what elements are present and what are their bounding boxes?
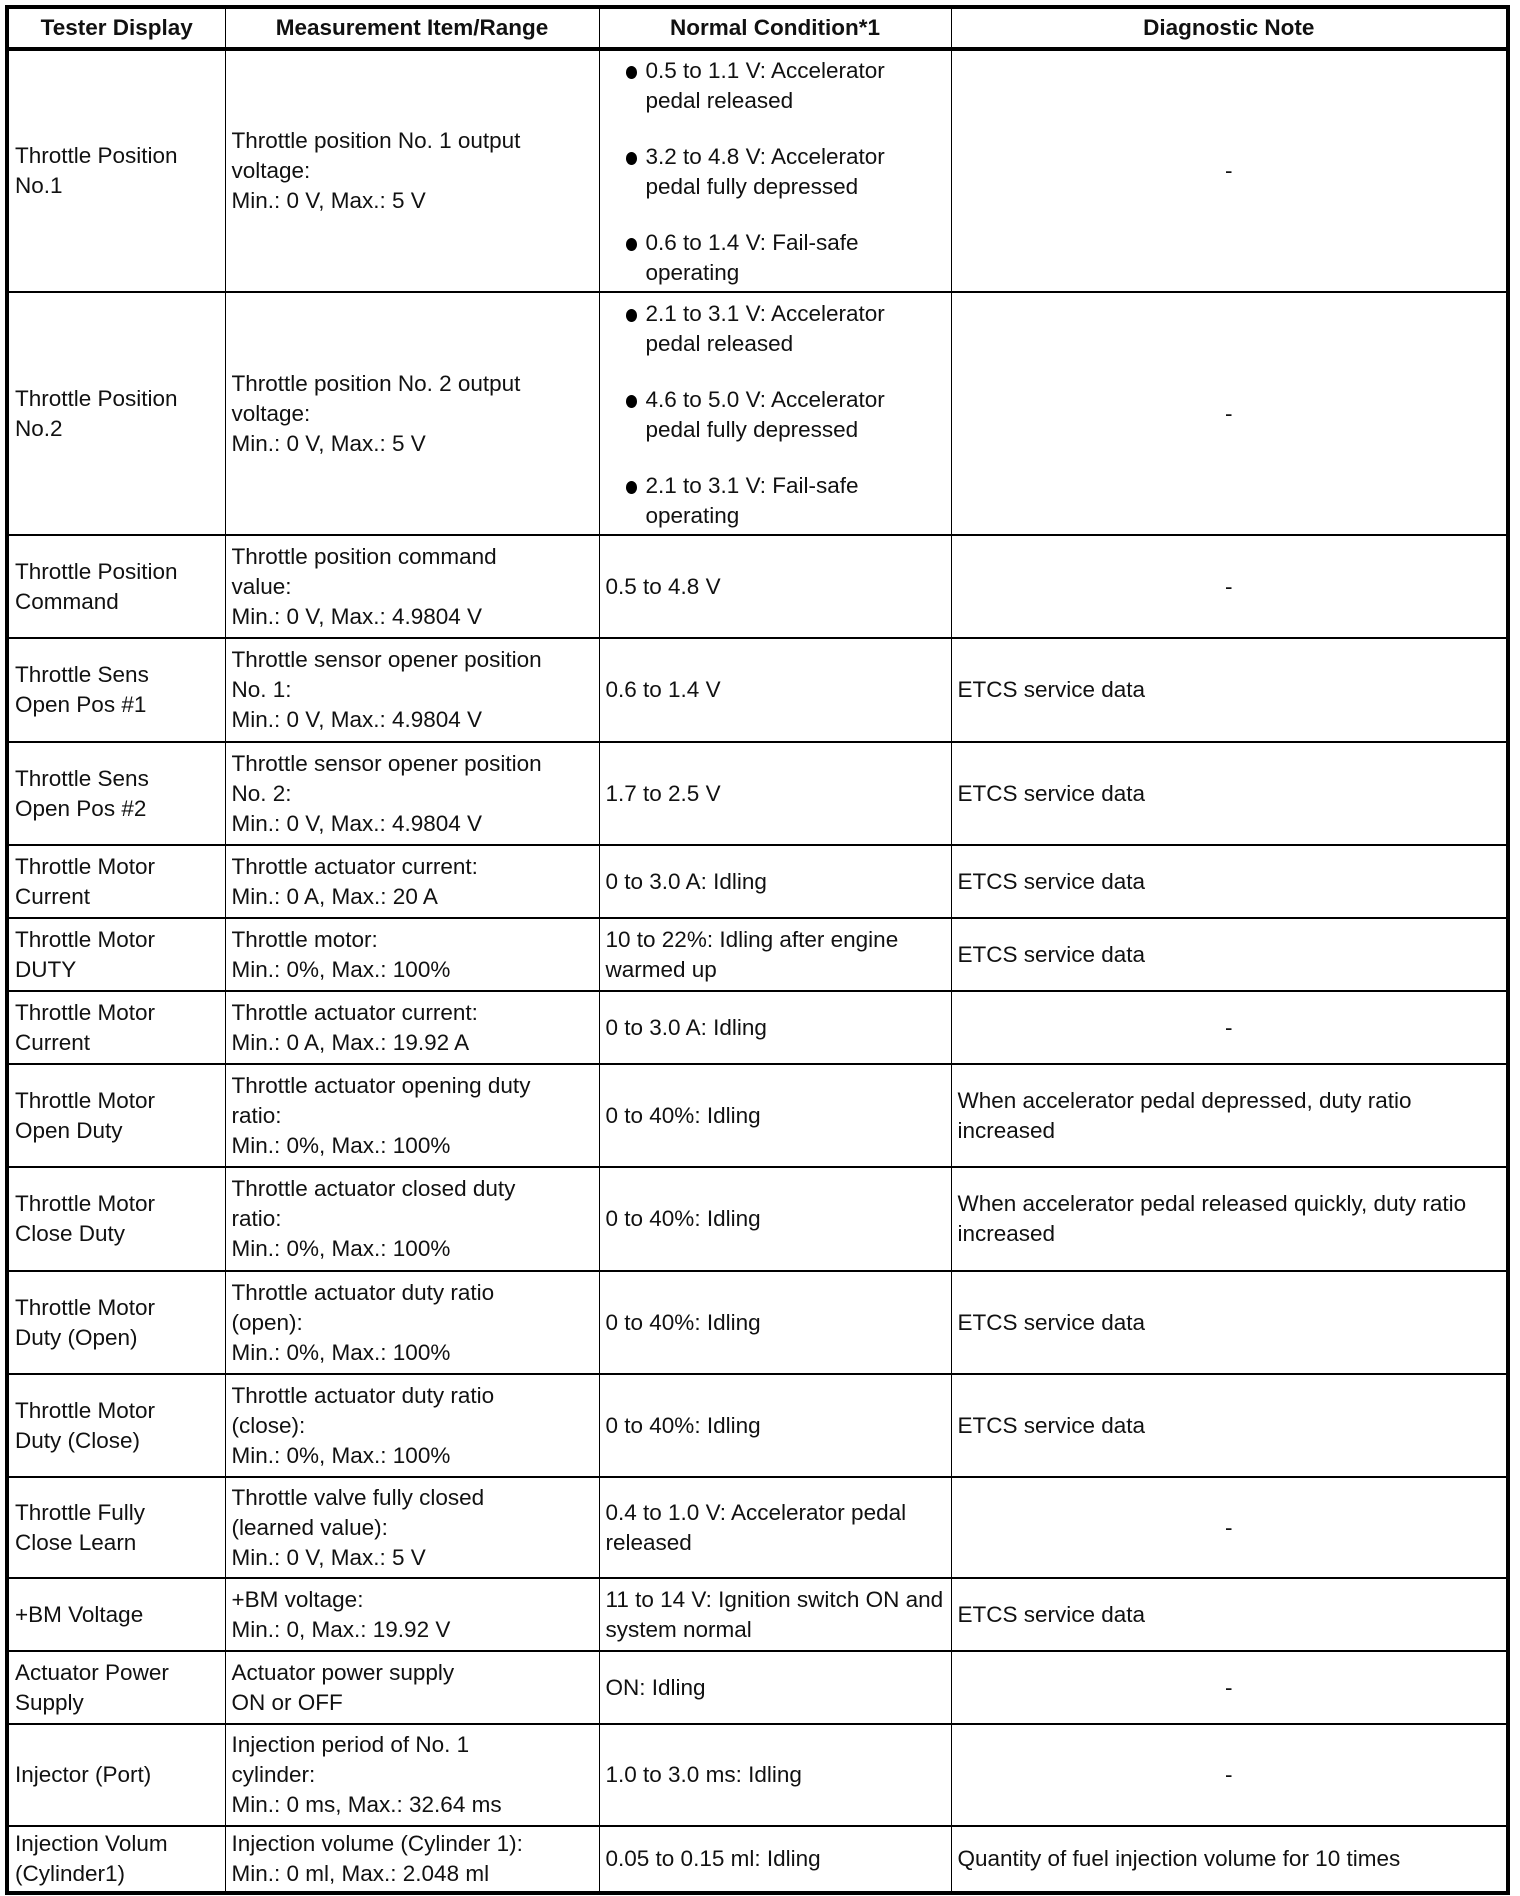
normal-condition-cell: [599, 292, 951, 535]
header-normal-condition: Normal Condition*1: [599, 7, 951, 49]
text-line: Min.: 0 ml, Max.: 2.048 ml: [231, 1861, 490, 1886]
text-line: Min.: 0%, Max.: 100%: [231, 1339, 451, 1365]
measurement-cell: [225, 49, 599, 292]
header-measurement-item: Measurement Item/Range: [225, 7, 599, 49]
table-row: [7, 1167, 1508, 1271]
measurement-cell: [225, 845, 599, 918]
condition-list: [606, 299, 945, 531]
tester-display-cell: [7, 918, 225, 991]
text-line: (learned value):: [231, 1514, 388, 1540]
text-line: Min.: 0, Max.: 19.92 V: [231, 1616, 451, 1642]
text-line: Min.: 0%, Max.: 100%: [231, 1236, 451, 1261]
tester-display-cell: [7, 1651, 225, 1724]
measurement-cell: [225, 991, 599, 1064]
table-row: [7, 292, 1508, 535]
text-line: Throttle Fully: [15, 1499, 146, 1525]
normal-condition-cell: 0.6 to 1.4 V: [599, 638, 951, 742]
normal-condition-cell: 10 to 22%: Idling after engine warmed up: [599, 918, 951, 991]
text-line: Throttle Sens: [15, 662, 149, 687]
text-line: Close Duty: [15, 1221, 126, 1246]
measurement-cell: [225, 638, 599, 742]
text-line: Throttle Motor: [15, 926, 156, 952]
header-tester-display: Tester Display: [7, 7, 225, 49]
text-line: Open Pos #1: [15, 692, 147, 717]
diagnostic-note-cell: ETCS service data: [951, 638, 1508, 742]
text-line: DUTY: [15, 956, 77, 982]
table-row: [7, 1064, 1508, 1167]
table-row: [7, 918, 1508, 991]
table-row: [7, 1826, 1508, 1893]
text-line: voltage:: [231, 158, 311, 183]
text-line: ratio:: [231, 1206, 282, 1231]
normal-condition-cell: 1.7 to 2.5 V: [599, 742, 951, 845]
text-line: cylinder:: [231, 1762, 316, 1787]
diagnostic-note-cell: ETCS service data: [951, 1578, 1508, 1651]
text-line: Supply: [15, 1689, 84, 1715]
text-line: Min.: 0 V, Max.: 4.9804 V: [231, 707, 483, 732]
tester-display-cell: [7, 845, 225, 918]
text-line: Min.: 0%, Max.: 100%: [231, 1442, 451, 1468]
normal-condition-cell: 11 to 14 V: Ignition switch ON and system normal: [599, 1578, 951, 1651]
measurement-cell: [225, 918, 599, 991]
measurement-cell: [225, 1167, 599, 1271]
measurement-cell: [225, 1651, 599, 1724]
table-row: [7, 1578, 1508, 1651]
tester-display-cell: [7, 638, 225, 742]
table-row: [7, 1724, 1508, 1826]
table-row: [7, 991, 1508, 1064]
normal-condition-cell: 1.0 to 3.0 ms: Idling: [599, 1724, 951, 1826]
text-line: Min.: 0 ms, Max.: 32.64 ms: [231, 1792, 502, 1817]
text-line: ON or OFF: [231, 1689, 343, 1715]
tester-display-cell: [7, 1578, 225, 1651]
tester-display-cell: [7, 991, 225, 1064]
text-line: Throttle Motor: [15, 1294, 156, 1320]
condition-item: 4.6 to 5.0 V: Accelerator pedal fully depressed: [606, 385, 945, 445]
text-line: Throttle Motor: [15, 1087, 156, 1113]
normal-condition-cell: [599, 49, 951, 292]
measurement-cell: [225, 1477, 599, 1578]
diagnostic-note-cell: ETCS service data: [951, 918, 1508, 991]
text-line: Throttle actuator duty ratio: [231, 1382, 495, 1408]
table-row: [7, 1374, 1508, 1477]
diagnostic-note-cell: -: [951, 1477, 1508, 1578]
diagnostic-note-cell: ETCS service data: [951, 1374, 1508, 1477]
measurement-cell: [225, 1724, 599, 1826]
text-line: Injector (Port): [15, 1762, 152, 1787]
text-line: Throttle actuator duty ratio: [231, 1279, 495, 1305]
diagnostic-note-cell: -: [951, 1724, 1508, 1826]
text-line: Throttle Position: [15, 143, 178, 168]
measurement-cell: [225, 1374, 599, 1477]
diagnostic-note-cell: -: [951, 1651, 1508, 1724]
text-line: (close):: [231, 1412, 306, 1438]
text-line: Min.: 0 V, Max.: 5 V: [231, 1544, 426, 1570]
text-line: Actuator Power: [15, 1659, 169, 1685]
diagnostic-note-cell: ETCS service data: [951, 1271, 1508, 1374]
measurement-cell: [225, 535, 599, 638]
tester-display-cell: [7, 1724, 225, 1826]
table-row: [7, 1271, 1508, 1374]
normal-condition-cell: ON: Idling: [599, 1651, 951, 1724]
diagnostic-note-cell: ETCS service data: [951, 742, 1508, 845]
text-line: Min.: 0 V, Max.: 5 V: [231, 430, 426, 456]
text-line: Throttle valve fully closed: [231, 1484, 485, 1510]
condition-item: 2.1 to 3.1 V: Fail-safe operating: [606, 471, 945, 531]
normal-condition-cell: 0 to 40%: Idling: [599, 1271, 951, 1374]
table-row: [7, 638, 1508, 742]
text-line: Injection period of No. 1: [231, 1732, 470, 1757]
condition-item: 0.6 to 1.4 V: Fail-safe operating: [606, 228, 945, 288]
text-line: Throttle actuator current:: [231, 999, 478, 1025]
header-diagnostic-note: Diagnostic Note: [951, 7, 1508, 49]
normal-condition-cell: 0 to 3.0 A: Idling: [599, 845, 951, 918]
text-line: Injection Volum: [15, 1831, 168, 1856]
measurement-cell: [225, 1826, 599, 1893]
text-line: Min.: 0 V, Max.: 4.9804 V: [231, 810, 483, 836]
tester-display-cell: [7, 1477, 225, 1578]
text-line: value:: [231, 573, 292, 599]
text-line: Throttle actuator current:: [231, 853, 478, 879]
tester-display-cell: [7, 49, 225, 292]
normal-condition-cell: 0.4 to 1.0 V: Accelerator pedal released: [599, 1477, 951, 1578]
text-line: Throttle Motor: [15, 999, 156, 1025]
table-row: [7, 49, 1508, 292]
tester-display-cell: [7, 742, 225, 845]
data-list-table: [5, 5, 1510, 1895]
text-line: Duty (Open): [15, 1324, 138, 1350]
measurement-cell: [225, 292, 599, 535]
normal-condition-cell: 0.5 to 4.8 V: [599, 535, 951, 638]
normal-condition-cell: 0 to 3.0 A: Idling: [599, 991, 951, 1064]
text-line: (open):: [231, 1309, 303, 1335]
normal-condition-cell: 0 to 40%: Idling: [599, 1374, 951, 1477]
text-line: Open Pos #2: [15, 795, 147, 821]
table-row: [7, 742, 1508, 845]
table-row: [7, 1477, 1508, 1578]
text-line: Throttle position No. 2 output: [231, 370, 521, 396]
diagnostic-note-cell: -: [951, 292, 1508, 535]
text-line: No. 1:: [231, 677, 292, 702]
text-line: Current: [15, 883, 91, 909]
text-line: Command: [15, 588, 119, 614]
diagnostic-note-cell: When accelerator pedal depressed, duty ratio increased: [951, 1064, 1508, 1167]
tester-display-cell: [7, 1271, 225, 1374]
text-line: Throttle Motor: [15, 1397, 156, 1423]
normal-condition-cell: 0.05 to 0.15 ml: Idling: [599, 1826, 951, 1893]
text-line: Min.: 0 A, Max.: 19.92 A: [231, 1029, 470, 1055]
text-line: Throttle Sens: [15, 765, 149, 791]
condition-list: [606, 56, 945, 288]
text-line: Throttle Motor: [15, 1191, 156, 1216]
diagnostic-note-cell: When accelerator pedal released quickly, duty ratio increased: [951, 1167, 1508, 1271]
text-line: Injection volume (Cylinder 1):: [231, 1831, 523, 1856]
tester-display-cell: [7, 535, 225, 638]
text-line: (Cylinder1): [15, 1861, 126, 1886]
tester-display-cell: [7, 1167, 225, 1271]
tester-display-cell: [7, 1064, 225, 1167]
text-line: Throttle position command: [231, 543, 497, 569]
text-line: Throttle position No. 1 output: [231, 128, 521, 153]
text-line: Throttle actuator closed duty: [231, 1176, 516, 1201]
text-line: Throttle Position: [15, 558, 178, 584]
text-line: Min.: 0 A, Max.: 20 A: [231, 883, 438, 909]
text-line: Close Learn: [15, 1529, 137, 1555]
measurement-cell: [225, 1578, 599, 1651]
text-line: +BM Voltage: [15, 1601, 144, 1627]
normal-condition-cell: 0 to 40%: Idling: [599, 1167, 951, 1271]
measurement-cell: [225, 1271, 599, 1374]
text-line: Current: [15, 1029, 91, 1055]
table-row: [7, 535, 1508, 638]
tester-display-cell: [7, 1826, 225, 1893]
diagnostic-note-cell: -: [951, 535, 1508, 638]
diagnostic-note-cell: Quantity of fuel injection volume for 10 times: [951, 1826, 1508, 1893]
text-line: voltage:: [231, 400, 311, 426]
text-line: ratio:: [231, 1102, 282, 1128]
table-row: [7, 1651, 1508, 1724]
tester-display-cell: [7, 1374, 225, 1477]
diagnostic-note-cell: -: [951, 991, 1508, 1064]
text-line: Open Duty: [15, 1117, 123, 1143]
text-line: No.2: [15, 415, 63, 441]
text-line: Actuator power supply: [231, 1659, 455, 1685]
normal-condition-cell: 0 to 40%: Idling: [599, 1064, 951, 1167]
measurement-cell: [225, 1064, 599, 1167]
text-line: Throttle Position: [15, 385, 178, 411]
text-line: Min.: 0%, Max.: 100%: [231, 956, 451, 982]
text-line: Duty (Close): [15, 1427, 141, 1453]
condition-item: 2.1 to 3.1 V: Accelerator pedal released: [606, 299, 945, 359]
text-line: Throttle Motor: [15, 853, 156, 879]
text-line: +BM voltage:: [231, 1586, 364, 1612]
text-line: Throttle sensor opener position: [231, 750, 542, 776]
text-line: Min.: 0%, Max.: 100%: [231, 1132, 451, 1158]
tester-display-cell: [7, 292, 225, 535]
text-line: Throttle motor:: [231, 926, 378, 952]
diagnostic-note-cell: -: [951, 49, 1508, 292]
condition-item: 3.2 to 4.8 V: Accelerator pedal fully depressed: [606, 142, 945, 202]
condition-item: 0.5 to 1.1 V: Accelerator pedal released: [606, 56, 945, 116]
header-row: [7, 7, 1508, 49]
text-line: No. 2:: [231, 780, 292, 806]
measurement-cell: [225, 742, 599, 845]
diagnostic-note-cell: ETCS service data: [951, 845, 1508, 918]
text-line: Throttle actuator opening duty: [231, 1072, 531, 1098]
text-line: Min.: 0 V, Max.: 4.9804 V: [231, 603, 483, 629]
table-row: [7, 845, 1508, 918]
text-line: Min.: 0 V, Max.: 5 V: [231, 188, 426, 213]
text-line: No.1: [15, 173, 63, 198]
text-line: Throttle sensor opener position: [231, 647, 542, 672]
